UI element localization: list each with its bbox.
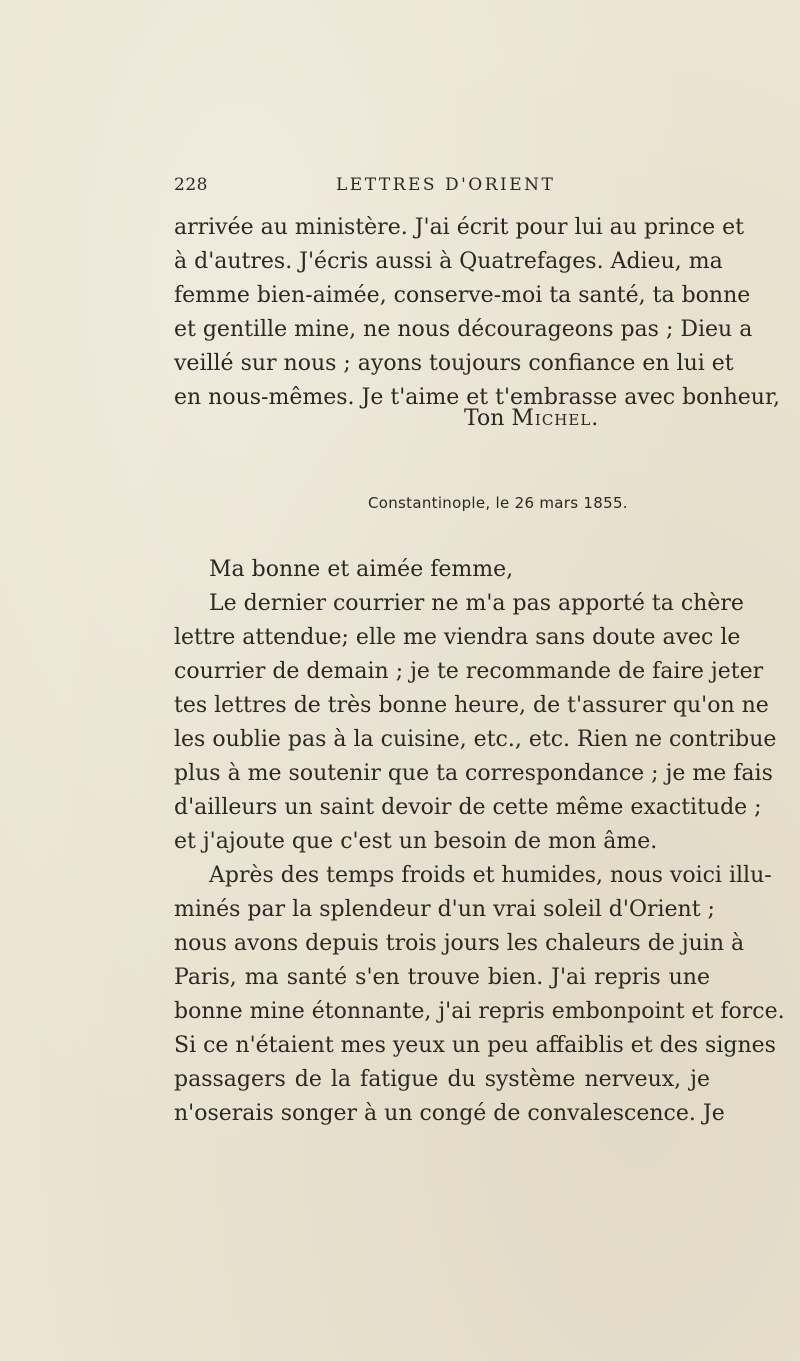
letter-salutation: Ma bonne et aimée femme, bbox=[209, 557, 514, 582]
letter-dateline: Constantinople, le 26 mars 1855. bbox=[368, 494, 628, 512]
signature bbox=[464, 402, 599, 436]
page-number: 228 bbox=[174, 175, 208, 195]
text-line: Après des temps froids et humides, nous voici illu- bbox=[209, 863, 772, 888]
text-line: Si ce n'étaient mes yeux un peu affaiblis et des signes bbox=[174, 1033, 776, 1058]
text-line: à d'autres. J'écris aussi à Quatrefages. Adieu, ma bbox=[174, 249, 723, 274]
text-line: passagers de la fatigue du système nerveux, je bbox=[174, 1067, 710, 1092]
text-line: n'oserais songer à un congé de convalescence. Je bbox=[174, 1101, 725, 1126]
text-line: minés par la splendeur d'un vrai soleil d'Orient ; bbox=[174, 897, 715, 922]
text-line: en nous-mêmes. Je t'aime et t'embrasse avec bonheur, bbox=[174, 385, 781, 410]
text-line: courrier de demain ; je te recommande de faire jeter bbox=[174, 659, 764, 684]
signature-prefix: Ton bbox=[464, 406, 512, 431]
signature-name: Michel. bbox=[511, 406, 600, 431]
text-line: d'ailleurs un saint devoir de cette même exactitude ; bbox=[174, 795, 762, 820]
text-line: et gentille mine, ne nous décourageons pas ; Dieu a bbox=[174, 317, 753, 342]
text-line: lettre attendue; elle me viendra sans doute avec le bbox=[174, 625, 741, 650]
text-line: femme bien-aimée, conserve-moi ta santé, ta bonne bbox=[174, 283, 751, 308]
text-line: nous avons depuis trois jours les chaleurs de juin à bbox=[174, 931, 745, 956]
text-line: et j'ajoute que c'est un besoin de mon âme. bbox=[174, 829, 658, 854]
text-line: tes lettres de très bonne heure, de t'assurer qu'on ne bbox=[174, 693, 769, 718]
text-line: arrivée au ministère. J'ai écrit pour lui au prince et bbox=[174, 215, 744, 240]
text-line: les oublie pas à la cuisine, etc., etc. Rien ne contribue bbox=[174, 727, 777, 752]
text-line: Le dernier courrier ne m'a pas apporté ta chère bbox=[209, 591, 744, 616]
text-line: veillé sur nous ; ayons toujours confiance en lui et bbox=[174, 351, 734, 376]
text-line: bonne mine étonnante, j'ai repris embonpoint et force. bbox=[174, 999, 785, 1024]
page-header bbox=[174, 175, 714, 199]
running-title: LETTRES D'ORIENT bbox=[336, 175, 556, 195]
text-line: Paris, ma santé s'en trouve bien. J'ai repris une bbox=[174, 965, 710, 990]
text-line: plus à me soutenir que ta correspondance ; je me fais bbox=[174, 761, 773, 786]
